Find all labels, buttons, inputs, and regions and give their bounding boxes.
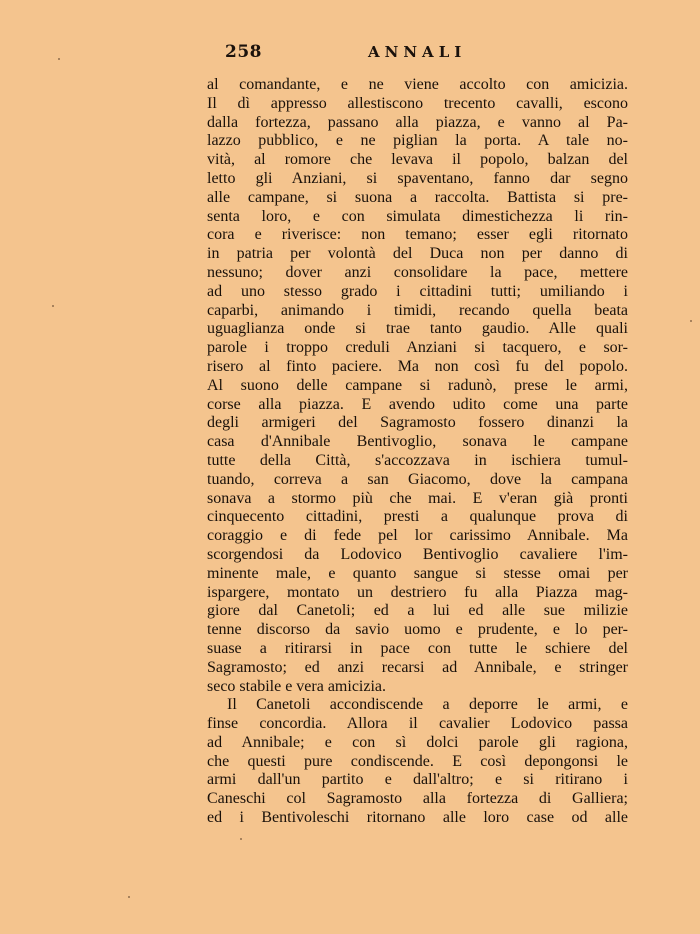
text-line: tuando, correva a san Giacomo, dove la campana: [207, 470, 628, 488]
text-line: risero al finto paciere. Ma non così fu del popolo.: [207, 357, 628, 375]
text-line: sonava a stormo più che mai. E v'eran già pronti: [207, 489, 628, 507]
text-line: alle campane, si suona a raccolta. Battista si pre-: [207, 188, 628, 206]
running-title: ANNALI: [368, 43, 467, 61]
text-line: uguaglianza onde si trae tanto gaudio. Alle quali: [207, 320, 628, 338]
text-line: degli armigeri del Sagramosto fossero dinanzi la: [207, 414, 628, 432]
text-line: ad Annibale; e con sì dolci parole gli ragiona,: [207, 733, 628, 751]
text-line: suase a ritirarsi in pace con tutte le schiere del: [207, 639, 628, 657]
text-line: vità, al romore che levava il popolo, balzan del: [207, 151, 628, 169]
paper-speck: [128, 896, 130, 898]
text-line: che questi pure condiscende. E così depongonsi le: [207, 752, 628, 770]
text-line: tenne discorso da savio uomo e prudente, e lo per-: [207, 621, 628, 639]
text-line: corse alla piazza. E avendo udito come una parte: [207, 395, 628, 413]
text-line: finse concordia. Allora il cavalier Lodovico passa: [207, 715, 628, 733]
text-line: cora e riverisce: non temano; esser egli ritornato: [207, 226, 628, 244]
text-line: casa d'Annibale Bentivoglio, sonava le campane: [207, 433, 628, 451]
text-line: lazzo pubblico, e ne piglian la porta. A tale no-: [207, 132, 628, 150]
text-line: Al suono delle campane si radunò, prese le armi,: [207, 376, 628, 394]
text-line: parole i troppo creduli Anziani si tacquero, e sor-: [207, 339, 628, 357]
text-line: Sagramosto; ed anzi recarsi ad Annibale, e stringer: [207, 658, 628, 676]
text-line: armi dall'un partito e dall'altro; e si ritirano i: [207, 771, 628, 789]
paper-speck: [58, 58, 60, 60]
text-line: minente male, e quanto sangue si stesse omai per: [207, 564, 628, 582]
text-line: in patria per volontà del Duca non per danno di: [207, 245, 628, 263]
text-line: senta loro, e con simulata dimestichezza li rin-: [207, 207, 628, 225]
paper-speck: [240, 838, 242, 840]
paper-speck: [690, 320, 692, 322]
text-line: giore dal Canetoli; ed a lui ed alle sue milizie: [207, 602, 628, 620]
text-line: Caneschi col Sagramosto alla fortezza di Galliera;: [207, 790, 628, 808]
body-text: [207, 76, 628, 828]
text-line: letto gli Anziani, si spaventano, fanno dar segno: [207, 169, 628, 187]
text-line: coraggio e di fede pel lor carissimo Annibale. Ma: [207, 527, 628, 545]
text-line: ed i Bentivoleschi ritornano alle loro case od alle: [207, 809, 628, 827]
text-line: dalla fortezza, passano alla piazza, e vanno al Pa-: [207, 113, 628, 131]
text-line: cinquecento cittadini, presti a qualunque prova di: [207, 508, 628, 526]
text-line: al comandante, e ne viene accolto con amicizia.: [207, 76, 628, 93]
text-line: ispargere, montato un destriero fu alla Piazza mag-: [207, 583, 628, 601]
running-head: [205, 42, 505, 64]
text-line: scorgendosi da Lodovico Bentivoglio cavaliere l'im-: [207, 545, 628, 563]
page-number: 258: [225, 42, 262, 62]
paragraph-end-line: seco stabile e vera amicizia.: [207, 677, 387, 695]
text-line: caparbi, animando i timidi, recando quella beata: [207, 301, 628, 319]
text-line: Il dì appresso allestiscono trecento cavalli, escono: [207, 94, 628, 112]
paper-speck: [52, 305, 54, 307]
text-line: nessuno; dover anzi consolidare la pace, mettere: [207, 263, 628, 281]
text-line: ad uno stesso grado i cittadini tutti; umiliando i: [207, 282, 628, 300]
text-line: tutte della Città, s'accozzava in ischiera tumul-: [207, 451, 628, 469]
paragraph-start-line: Il Canetoli accondiscende a deporre le armi, e: [227, 696, 628, 714]
